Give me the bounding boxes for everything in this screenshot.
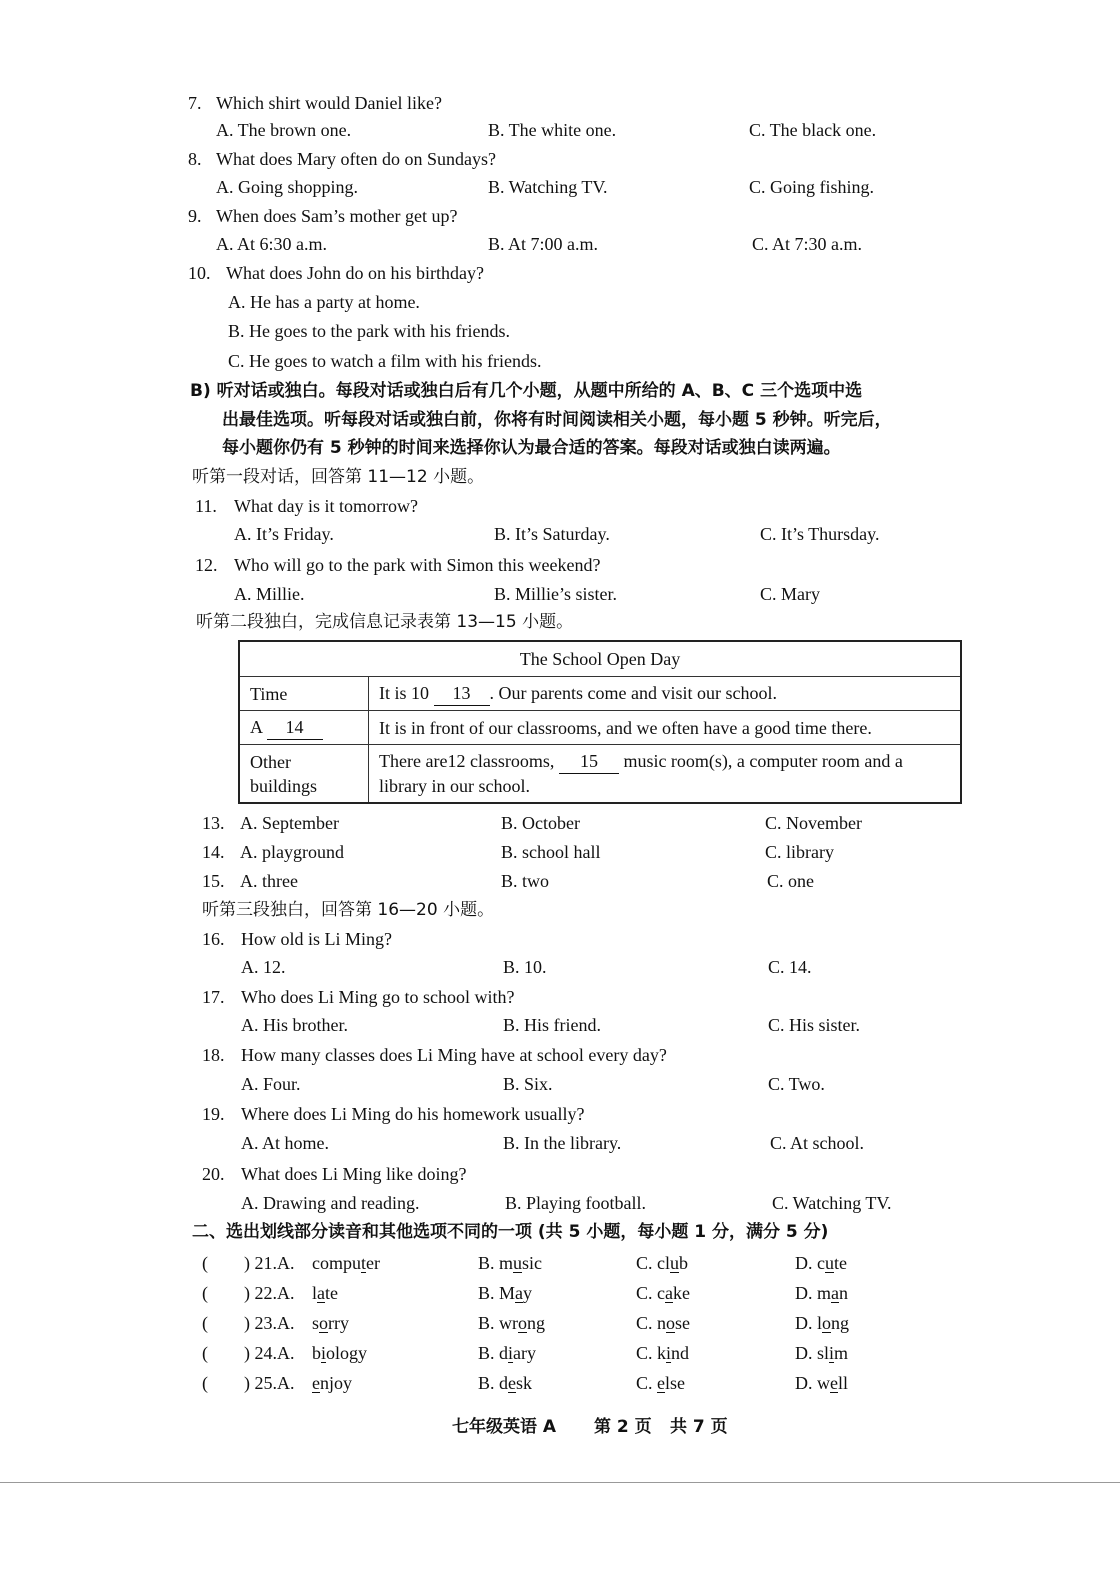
word-part: B. m: [478, 1253, 514, 1273]
table-row-place: It is in front of our classrooms, and we often have a good time there.: [369, 711, 962, 745]
word-part: ll: [838, 1373, 849, 1393]
phonics-22-number: [244, 1282, 295, 1304]
question-20-option-a: A. Drawing and reading.: [241, 1193, 420, 1213]
question-12-option-c: C. Mary: [760, 584, 820, 604]
question-16-stem: How old is Li Ming?: [241, 929, 392, 949]
word-part: ng: [831, 1313, 849, 1333]
question-10-option-c: C. He goes to watch a film with his friends.: [228, 351, 542, 371]
underlined-letter: u: [825, 1253, 834, 1273]
question-number: ) 23.A.: [244, 1313, 295, 1333]
phonics-25-option-c: [636, 1372, 685, 1394]
underlined-letter: a: [665, 1283, 673, 1303]
word-part: compu: [312, 1253, 361, 1273]
word-part: se: [675, 1313, 691, 1333]
phonics-21-option-a: [312, 1252, 380, 1274]
phonics-24-number: [244, 1342, 295, 1364]
question-17-option-a: A. His brother.: [241, 1015, 348, 1035]
question-7-option-a: A. The brown one.: [216, 120, 352, 140]
question-17-number: 17.: [202, 987, 225, 1007]
blank-15: 15: [559, 749, 619, 774]
part2-intro: 听第二段独白，完成信息记录表第 13—15 小题。: [196, 612, 574, 632]
phonics-23-paren: [202, 1312, 208, 1334]
phonics-24-option-a: [312, 1342, 367, 1364]
question-14-option-c: C. library: [765, 842, 834, 862]
phonics-21-number: [244, 1252, 295, 1274]
phonics-21-paren: [202, 1252, 208, 1274]
question-10-stem: What does John do on his birthday?: [226, 263, 484, 283]
word-part: te: [834, 1253, 847, 1273]
underlined-letter: e: [508, 1373, 517, 1393]
question-14-option-b: B. school hall: [501, 842, 601, 862]
question-11-number: 11.: [195, 496, 217, 516]
word-part: y: [523, 1283, 533, 1303]
word-part: sic: [522, 1253, 543, 1273]
table-row-other-pre: There are12 classrooms,: [379, 751, 555, 771]
word-part: D. l: [795, 1313, 822, 1333]
phonics-24-paren: [202, 1342, 208, 1364]
word-part: C. cl: [636, 1253, 670, 1273]
question-16-number: 16.: [202, 929, 225, 949]
question-19-option-b: B. In the library.: [503, 1133, 622, 1153]
word-part: njoy: [320, 1373, 353, 1393]
question-18-option-c: C. Two.: [768, 1074, 825, 1094]
word-part: D. w: [795, 1373, 830, 1393]
question-7-option-b: B. The white one.: [488, 120, 617, 140]
question-11-option-b: B. It’s Saturday.: [494, 524, 610, 544]
question-19-number: 19.: [202, 1104, 225, 1124]
question-15-option-c: C. one: [767, 871, 814, 891]
word-part: n: [839, 1283, 848, 1303]
word-part: sk: [516, 1373, 533, 1393]
phonics-25-option-d: [795, 1372, 848, 1394]
word-part: C. c: [636, 1283, 665, 1303]
footer-total: 共 7 页: [670, 1417, 728, 1437]
table-title: The School Open Day: [239, 641, 961, 677]
question-8-stem: What does Mary often do on Sundays?: [216, 149, 496, 169]
phonics-24-option-b: [478, 1342, 536, 1364]
underlined-letter: a: [831, 1283, 839, 1303]
part3-intro: 听第三段独白，回答第 16—20 小题。: [202, 900, 495, 920]
underlined-letter: e: [830, 1373, 838, 1393]
section-b-instruction-line1: B) 听对话或独白。每段对话或独白后有几个小题，从题中所给的 A、B、C 三个选项中选: [190, 381, 863, 401]
info-record-table: [238, 640, 962, 804]
table-row-other-line2: library in our school.: [379, 776, 530, 796]
part1-intro: 听第一段对话，回答第 11—12 小题。: [192, 467, 485, 487]
question-14-option-a: A. playground: [240, 842, 344, 862]
underlined-letter: o: [822, 1313, 831, 1333]
word-part: ary: [513, 1343, 537, 1363]
question-9-option-b: B. At 7:00 a.m.: [488, 234, 599, 254]
question-12-number: 12.: [195, 555, 218, 575]
question-13-number: 13.: [202, 813, 225, 833]
question-11-stem: What day is it tomorrow?: [234, 496, 418, 516]
underlined-letter: i: [508, 1343, 514, 1363]
table-label-other: Other: [250, 751, 291, 772]
phonics-23-option-b: [478, 1312, 545, 1334]
question-17-option-b: B. His friend.: [503, 1015, 601, 1035]
phonics-23-option-a: [312, 1312, 349, 1334]
page-bottom-divider: [0, 1482, 1120, 1483]
underlined-letter: a: [515, 1283, 524, 1303]
phonics-21-option-d: [795, 1252, 847, 1274]
question-10-option-b: B. He goes to the park with his friends.: [228, 321, 510, 341]
question-number: ) 22.A.: [244, 1283, 295, 1303]
question-16-option-b: B. 10.: [503, 957, 547, 977]
question-7-stem: Which shirt would Daniel like?: [216, 93, 442, 113]
underlined-letter: a: [317, 1283, 326, 1303]
table-row-time: [369, 677, 962, 711]
question-13-option-a: A. September: [240, 813, 339, 833]
question-13-option-c: C. November: [765, 813, 862, 833]
question-10-number: 10.: [188, 263, 211, 283]
phonics-25-option-a: [312, 1372, 352, 1394]
question-8-number: 8.: [188, 149, 202, 169]
phonics-23-number: [244, 1312, 295, 1334]
phonics-22-option-d: [795, 1282, 848, 1304]
blank-14: 14: [267, 715, 323, 740]
question-number: ) 25.A.: [244, 1373, 295, 1393]
table-row-time-post: . Our parents come and visit our school.: [489, 683, 777, 703]
word-part: B. wr: [478, 1313, 518, 1333]
table-row-other-post: music room(s), a computer room and a: [623, 751, 903, 771]
word-part: D. m: [795, 1283, 831, 1303]
phonics-22-option-c: [636, 1282, 690, 1304]
question-18-option-b: B. Six.: [503, 1074, 553, 1094]
question-8-option-a: A. Going shopping.: [216, 177, 359, 197]
question-15-option-b: B. two: [501, 871, 550, 891]
answer-paren: (: [202, 1253, 208, 1273]
table-label-time: Time: [239, 677, 369, 711]
section-b-instruction-line3: 每小题你仍有 5 秒钟的时间来选择你认为最合适的答案。每段对话或独白读两遍。: [222, 438, 841, 458]
underlined-letter: i: [829, 1343, 835, 1363]
word-part: rry: [328, 1313, 350, 1333]
question-9-option-c: C. At 7:30 a.m.: [752, 234, 863, 254]
question-20-stem: What does Li Ming like doing?: [241, 1164, 467, 1184]
underlined-letter: e: [657, 1373, 666, 1393]
word-part: ng: [527, 1313, 545, 1333]
table-row-other-buildings: [369, 745, 962, 804]
question-16-option-c: C. 14.: [768, 957, 812, 977]
question-19-stem: Where does Li Ming do his homework usually?: [241, 1104, 585, 1124]
question-18-option-a: A. Four.: [241, 1074, 301, 1094]
question-number: ) 21.A.: [244, 1253, 295, 1273]
answer-paren: (: [202, 1343, 208, 1363]
underlined-letter: i: [321, 1343, 327, 1363]
phonics-21-option-c: [636, 1252, 688, 1274]
table-label-place: [239, 711, 369, 745]
word-part: nd: [671, 1343, 690, 1363]
word-part: l: [312, 1283, 318, 1303]
question-18-number: 18.: [202, 1045, 225, 1065]
question-20-option-c: C. Watching TV.: [772, 1193, 892, 1213]
question-13-option-b: B. October: [501, 813, 580, 833]
question-11-option-a: A. It’s Friday.: [234, 524, 334, 544]
question-17-stem: Who does Li Ming go to school with?: [241, 987, 515, 1007]
phonics-22-option-a: [312, 1282, 338, 1304]
phonics-23-option-d: [795, 1312, 849, 1334]
question-7-number: 7.: [188, 93, 202, 113]
section-b-instruction-line2: 出最佳选项。听每段对话或独白前，你将有时间阅读相关小题，每小题 5 秒钟。听完后，: [222, 410, 892, 430]
question-14-number: 14.: [202, 842, 225, 862]
footer-page: 第 2 页: [594, 1417, 652, 1437]
word-part: C. k: [636, 1343, 667, 1363]
question-20-option-b: B. Playing football.: [505, 1193, 646, 1213]
question-12-option-a: A. Millie.: [234, 584, 305, 604]
underlined-letter: o: [666, 1313, 676, 1333]
word-part: s: [312, 1313, 320, 1333]
question-8-option-b: B. Watching TV.: [488, 177, 608, 197]
phonics-23-option-c: [636, 1312, 690, 1334]
question-9-stem: When does Sam’s mother get up?: [216, 206, 458, 226]
table-label-buildings: buildings: [250, 775, 318, 796]
word-part: ke: [673, 1283, 690, 1303]
question-19-option-c: C. At school.: [770, 1133, 865, 1153]
question-number: ) 24.A.: [244, 1343, 295, 1363]
word-part: C. n: [636, 1313, 667, 1333]
phonics-24-option-d: [795, 1342, 848, 1364]
underlined-letter: o: [518, 1313, 527, 1333]
question-11-option-c: C. It’s Thursday.: [760, 524, 880, 544]
phonics-25-paren: [202, 1372, 208, 1394]
question-10-option-a: A. He has a party at home.: [228, 292, 420, 312]
question-9-option-a: A. At 6:30 a.m.: [216, 234, 327, 254]
underlined-letter: o: [319, 1313, 329, 1333]
answer-paren: (: [202, 1313, 208, 1333]
question-17-option-c: C. His sister.: [768, 1015, 861, 1035]
word-part: D. c: [795, 1253, 825, 1273]
table-row-time-pre: It is 10: [379, 683, 430, 703]
underlined-letter: u: [513, 1253, 523, 1273]
blank-13: 13: [434, 681, 490, 706]
word-part: B. d: [478, 1373, 509, 1393]
section-2-title: 二、选出划线部分读音和其他选项不同的一项 (共 5 小题，每小题 1 分，满分 5 分): [192, 1222, 829, 1242]
question-12-stem: Who will go to the park with Simon this weekend?: [234, 555, 601, 575]
word-part: B. M: [478, 1283, 516, 1303]
phonics-25-option-b: [478, 1372, 532, 1394]
footer-subject: 七年级英语 A: [452, 1417, 557, 1437]
question-15-number: 15.: [202, 871, 225, 891]
word-part: te: [325, 1283, 339, 1303]
question-15-option-a: A. three: [240, 871, 298, 891]
question-7-option-c: C. The black one.: [749, 120, 877, 140]
underlined-letter: t: [361, 1253, 367, 1273]
question-19-option-a: A. At home.: [241, 1133, 329, 1153]
underlined-letter: u: [670, 1253, 679, 1273]
word-part: er: [366, 1253, 380, 1273]
word-part: ology: [326, 1343, 368, 1363]
underlined-letter: i: [666, 1343, 672, 1363]
question-8-option-c: C. Going fishing.: [749, 177, 875, 197]
word-part: C.: [636, 1373, 658, 1393]
phonics-22-paren: [202, 1282, 208, 1304]
word-part: B. d: [478, 1343, 509, 1363]
phonics-24-option-c: [636, 1342, 689, 1364]
table-label-place-pre: A: [250, 717, 263, 737]
word-part: lse: [665, 1373, 686, 1393]
table-label-other-buildings: [239, 745, 369, 804]
word-part: m: [834, 1343, 849, 1363]
phonics-21-option-b: [478, 1252, 542, 1274]
phonics-25-number: [244, 1372, 295, 1394]
word-part: b: [312, 1343, 321, 1363]
question-18-stem: How many classes does Li Ming have at school every day?: [241, 1045, 667, 1065]
question-9-number: 9.: [188, 206, 202, 226]
answer-paren: (: [202, 1283, 208, 1303]
word-part: D. sl: [795, 1343, 830, 1363]
word-part: b: [679, 1253, 688, 1273]
answer-paren: (: [202, 1373, 208, 1393]
question-16-option-a: A. 12.: [241, 957, 286, 977]
underlined-letter: e: [312, 1373, 320, 1393]
question-20-number: 20.: [202, 1164, 225, 1184]
phonics-22-option-b: [478, 1282, 532, 1304]
question-12-option-b: B. Millie’s sister.: [494, 584, 618, 604]
